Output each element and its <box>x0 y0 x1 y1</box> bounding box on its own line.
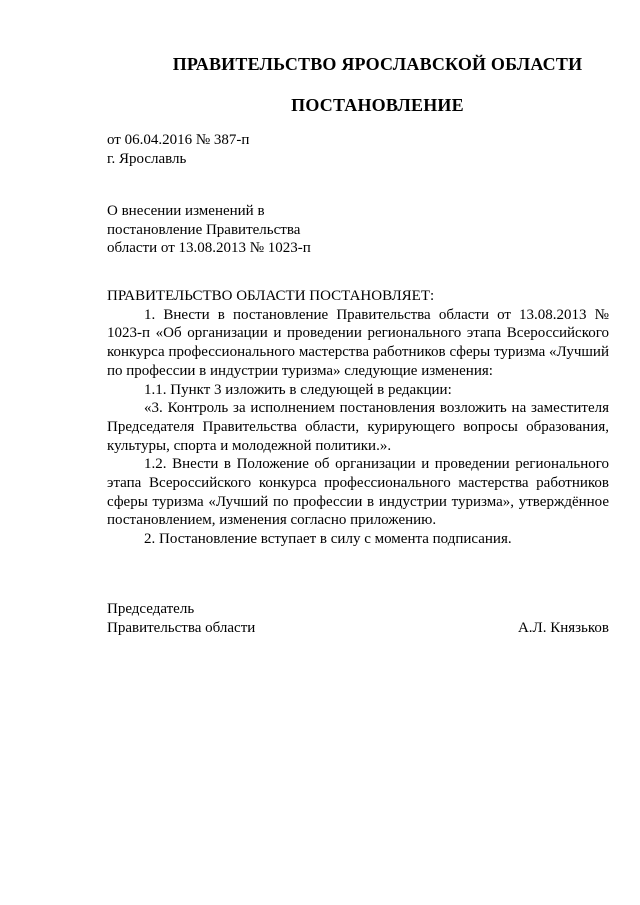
signatory-position-line-2: Правительства области <box>107 619 256 636</box>
signature-row <box>107 619 609 638</box>
document-type-title: ПОСТАНОВЛЕНИЕ <box>291 95 464 115</box>
date-block <box>107 131 249 168</box>
signatory-name: А.Л. Князьков <box>517 619 609 636</box>
government-title: ПРАВИТЕЛЬСТВО ЯРОСЛАВСКОЙ ОБЛАСТИ <box>172 54 583 74</box>
date-number: от 06.04.2016 № 387-п <box>107 132 250 148</box>
subject-block <box>107 202 311 258</box>
paragraph-1-1-quote: «3. Контроль за исполнением постановления возложить на заместителя Председателя Правительства области, курирующего вопросы образования, культуры, спорта и молодежной политики.». <box>107 400 609 454</box>
signature-block <box>107 600 609 637</box>
decree-body <box>107 287 609 549</box>
paragraph-1-2: 1.2. Внести в Положение об организации и проведении регионального этапа Всероссийского конкурса профессионального мастерства работников сферы туризма «Лучший по профессии в индустрии туризма», утверждённое постановлением, изменения согласно приложению. <box>107 456 609 529</box>
signatory-position-line-1: Председатель <box>107 601 195 617</box>
subject-line-2: постановление Правительства <box>107 221 301 238</box>
paragraph-1-1: 1.1. Пункт 3 изложить в следующей в редакции: <box>144 381 452 398</box>
city: г. Ярославль <box>107 150 187 167</box>
subject-line-3: области от 13.08.2013 № 1023-п <box>107 240 311 257</box>
paragraph-2: 2. Постановление вступает в силу с момента подписания. <box>144 531 512 548</box>
subject-line-1: О внесении изменений в <box>107 203 265 219</box>
paragraph-1: 1. Внести в постановление Правительства области от 13.08.2013 № 1023-п «Об организации и проведении регионального этапа Всероссийского конкурса профессионального мастерства работников сферы туризма «Лучший по профессии в индустрии туризма» следующие изменения: <box>107 306 609 379</box>
preamble: ПРАВИТЕЛЬСТВО ОБЛАСТИ ПОСТАНОВЛЯЕТ: <box>107 288 435 304</box>
